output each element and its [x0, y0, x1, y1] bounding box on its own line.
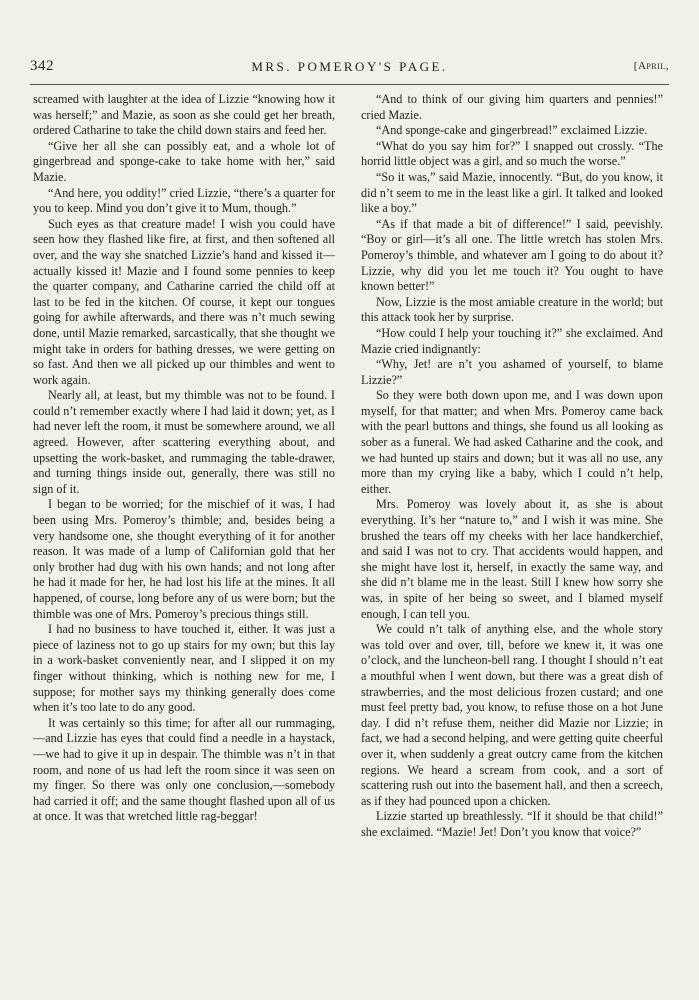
paragraph: “As if that made a bit of difference!” I said, peevishly. “Boy or girl—it’s all one. The little wretch has stolen Mrs. Pomeroy’s thimble, and whatever am I going to do about it? Lizzie, why did you let me touch it? You ought to have known better!”	[361, 216, 663, 294]
page-header	[30, 58, 669, 85]
paragraph: Lizzie started up breathlessly. “If it should be that child!” she exclaimed. “Mazie! Jet! Don’t you know that voice?”	[361, 809, 663, 839]
left-column	[33, 92, 335, 825]
paragraph: “And to think of our giving him quarters and pennies!” cried Mazie.	[361, 92, 663, 122]
paragraph: So they were both down upon me, and I was down upon myself, for that matter; and when Mrs. Pomeroy came back with the pearl buttons and things, she found us all looking as sober as a funeral. We had asked Catharine and the cook, and we had hunted up stairs and down; but it was all no use, any more than my crying like a baby, which I could n’t help, either.	[361, 388, 663, 496]
paragraph: “Why, Jet! are n’t you ashamed of yourself, to blame Lizzie?”	[361, 357, 663, 387]
running-title: MRS. POMEROY'S PAGE.	[251, 59, 448, 74]
paragraph: Mrs. Pomeroy was lovely about it, as she is about everything. It’s her “nature to,” and I wish it was mine. She brushed the tears off my cheeks with her lace handkerchief, and said I was not to cry. That accidents would happen, and she might have lost it, herself, in exactly the same way, and she did n’t blame me in the least. Still I knew how sorry she was, in spite of her being so sweet, and I blamed myself enough, I can tell you.	[361, 497, 663, 621]
paragraph: Nearly all, at least, but my thimble was not to be found. I could n’t remember exactly where I had laid it down; yet, as I had never left the room, it must be somewhere around, we all agreed. However, after scattering everything about, and upsetting the work-basket, and rummaging the table-drawer, and turning things inside out, generally, there was still no sign of it.	[33, 388, 335, 496]
paragraph: I began to be worried; for the mischief of it was, I had been using Mrs. Pomeroy’s thimble; and, besides being a very handsome one, she thought everything of it for another reason. It was made of a lump of Californian gold that her only brother had dug with his own hands; and not long after he had it made for her, he had lost his life at the mines. It all happened, of course, long before any of us were born; but the thimble was one of Mrs. Pomeroy’s precious things still.	[33, 497, 335, 621]
paragraph: screamed with laughter at the idea of Lizzie “knowing how it was herself;” and Mazie, as soon as she could get her breath, ordered Catharine to take the child down stairs and feed her.	[33, 92, 335, 138]
paragraph: “And here, you oddity!” cried Lizzie, “there’s a quarter for you to keep. Mind you don’t give it to Mum, though.”	[33, 185, 335, 216]
issue-month: [April,	[633, 60, 669, 72]
paragraph: I had no business to have touched it, either. It was just a piece of laziness not to go up stairs for my own; but this lay in a work-basket conveniently near, and I slipped it on my finger without thinking, which is nothing new for me, I suppose; for mother says my thinking generally does come when it’s too late to do any good.	[33, 622, 335, 715]
paragraph: “Give her all she can possibly eat, and a whole lot of gingerbread and sponge-cake to take home with her,” said Mazie.	[33, 138, 335, 184]
paragraph: “So it was,” said Mazie, innocently. “But, do you know, it did n’t seem to me in the least like a girl. It talked and looked like a boy.”	[361, 169, 663, 216]
paragraph: Such eyes as that creature made! I wish you could have seen how they flashed like fire, at first, and then softened all over, and the way she snatched Lizzie’s hand and kissed it—actually kissed it! Mazie and I found some pennies to keep the quarter company, and Catharine carried the child off at last to be fed in the kitchen. Of course, it kept our tongues going for awhile afterwards, and there was n’t much sewing done, until Mazie remarked, sarcastically, that she thought we might take in orders for bathing dresses, we were getting on so fast. And then we all picked up our thimbles and went to work again.	[33, 216, 335, 387]
paragraph: “What do you say him for?” I snapped out crossly. “The horrid little object was a girl, and so much the worse.”	[361, 138, 663, 169]
paragraph: “And sponge-cake and gingerbread!” exclaimed Lizzie.	[376, 123, 648, 138]
paragraph: “How could I help your touching it?” she exclaimed. And Mazie cried indignantly:	[361, 325, 663, 356]
paragraph: We could n’t talk of anything else, and the whole story was told over and over, till, before we knew it, it was one o’clock, and the luncheon-bell rang. I thought I should n’t eat a mouthful when I went down, but there was a great dish of strawberries, and the most delicious frozen custard; and one must feel pretty bad, you know, to refuse those on a hot June day. I did n’t refuse them, neither did Mazie nor Lizzie; in fact, we had a second helping, and were getting quite cheerful over it, when suddenly a great outcry came from the kitchen regions. We heard a scream from cook, and a sort of scattering rush out into the basement hall, and then a screech, as if they had pounced upon a chicken.	[361, 622, 663, 808]
text-columns	[33, 92, 671, 972]
paragraph: It was certainly so this time; for after all our rummaging,—and Lizzie has eyes that could find a needle in a haystack,—we had to give it up in despair. The thimble was n’t in that room, and none of us had left the room since it was seen on my finger. So there was only one conclusion,—somebody had carried it off; and the same thought flashed upon all of us at once. It was that wretched little rag-beggar!	[33, 715, 335, 824]
right-column	[361, 92, 663, 841]
page-number: 342	[30, 58, 54, 74]
paragraph: Now, Lizzie is the most amiable creature in the world; but this attack took her by surprise.	[361, 294, 663, 325]
